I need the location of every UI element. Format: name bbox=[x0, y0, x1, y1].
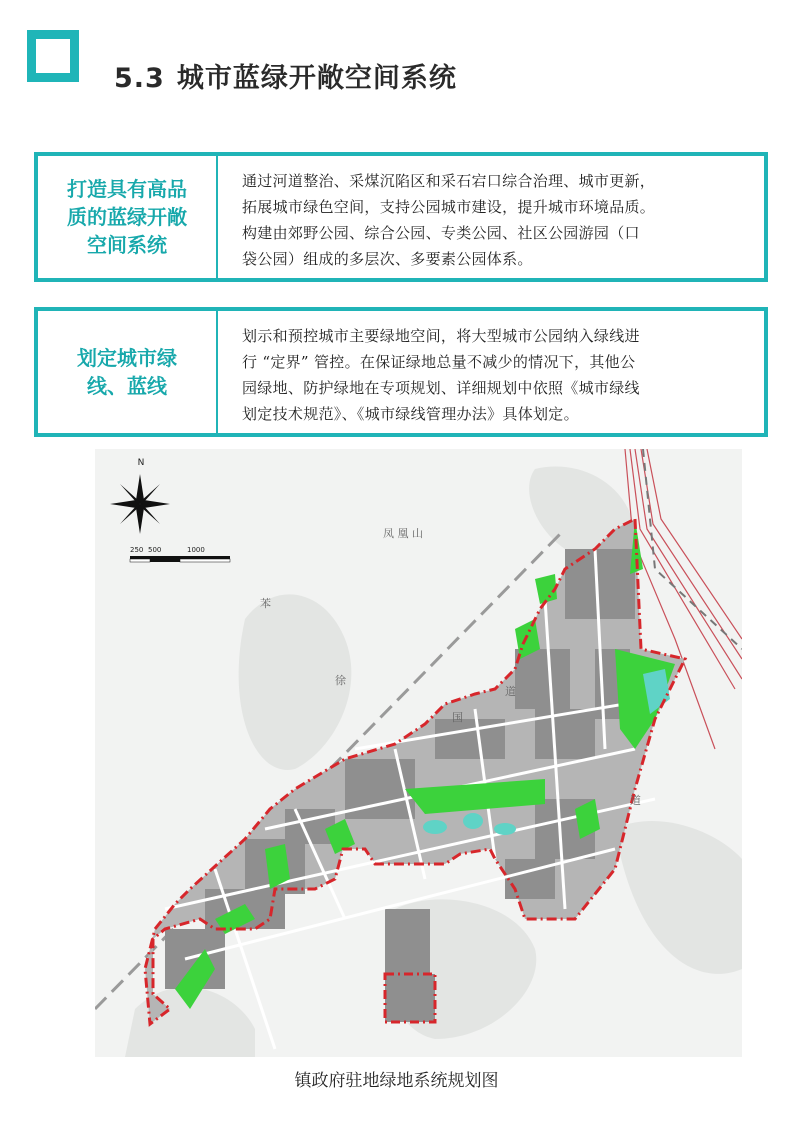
panel-body-text bbox=[218, 156, 764, 278]
panel-text-line: 拓展城市绿色空间，支持公园城市建设，提升城市环境品质。 bbox=[242, 198, 656, 216]
panel-label-line: 线、蓝线 bbox=[87, 374, 167, 398]
section-title: 城市蓝绿开敞空间系统 bbox=[176, 63, 457, 94]
scale-label: 1000 bbox=[187, 546, 205, 554]
panel-text-line: 划示和预控城市主要绿地空间，将大型城市公园纳入绿线进 bbox=[242, 327, 640, 345]
panel-label bbox=[38, 156, 218, 278]
scale-label: 250 bbox=[130, 546, 144, 554]
scale-label: 500 bbox=[148, 546, 162, 554]
panel-text-line: 行 “定界” 管控。在保证绿地总量不减少的情况下，其他公 bbox=[242, 353, 636, 371]
panel-blue-green-space bbox=[34, 152, 768, 282]
section-number: 5.3 bbox=[114, 63, 165, 94]
panel-label-line: 划定城市绿 bbox=[77, 346, 177, 370]
place-label: 苯 bbox=[260, 597, 271, 610]
panel-green-blue-lines bbox=[34, 307, 768, 437]
panel-text-line: 园绿地、防护绿地在专项规划、详细规划中依照《城市绿线 bbox=[242, 379, 640, 397]
panel-text-line: 通过河道整治、采煤沉陷区和采石宕口综合治理、城市更新， bbox=[242, 172, 656, 190]
map-graphic bbox=[95, 449, 742, 1057]
place-label: 道 bbox=[505, 685, 516, 698]
panel-label-line: 质的蓝绿开敞 bbox=[67, 205, 187, 229]
green-system-plan-map bbox=[95, 449, 742, 1057]
panel-label bbox=[38, 311, 218, 433]
panel-label-line: 打造具有高品 bbox=[67, 177, 187, 201]
place-label: 徐 bbox=[335, 674, 346, 687]
section-heading bbox=[114, 56, 457, 95]
panel-text-line: 划定技术规范》、《城市绿线管理办法》具体划定。 bbox=[242, 405, 579, 423]
place-label: 国 bbox=[452, 711, 463, 724]
section-marker-square bbox=[27, 30, 79, 82]
panel-body-text bbox=[218, 311, 764, 433]
map-caption: 镇政府驻地绿地系统规划图 bbox=[294, 1071, 499, 1091]
panel-text-line: 袋公园）组成的多层次、多要素公园体系。 bbox=[242, 250, 533, 268]
north-label: N bbox=[137, 458, 145, 468]
south-parcel bbox=[385, 974, 435, 1022]
panel-text-line: 构建由郊野公园、综合公园、专类公园、社区公园游园（口 bbox=[242, 224, 640, 242]
place-label: 道 bbox=[630, 794, 641, 807]
place-label: 凤 凰 山 bbox=[383, 527, 423, 540]
panel-label-line: 空间系统 bbox=[87, 233, 167, 257]
